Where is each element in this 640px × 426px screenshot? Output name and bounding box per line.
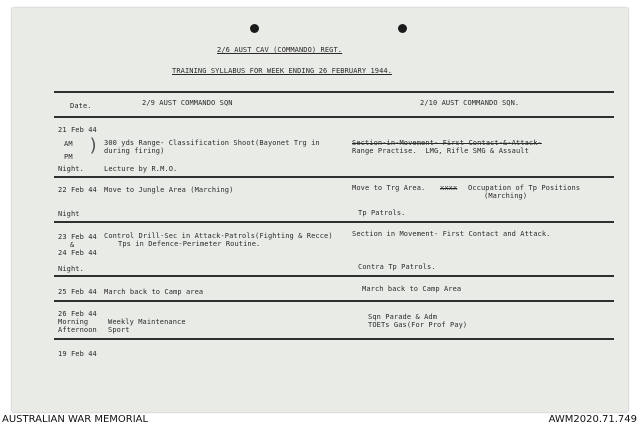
row2-night: Night [58, 210, 80, 218]
row1-brace: ) [88, 135, 99, 156]
row3-b-line1: Section in Movement- First Contact and Attack. [352, 230, 551, 238]
document-page [12, 8, 628, 412]
column-header-sqn-a: 2/9 AUST COMMANDO SQN [142, 99, 233, 107]
row2-b-line2: (Marching) [484, 192, 528, 200]
row1-am: AM [64, 140, 73, 148]
row2-b-line1c: Occupation of Tp Positions [468, 184, 581, 192]
row4-b-line1: March back to Camp Area [362, 285, 462, 293]
header-top-rule [54, 91, 614, 93]
column-header-date: Date. [70, 102, 92, 110]
row1-rule [54, 176, 614, 178]
footer-right: AWM2020.71.749 [548, 414, 637, 425]
row5-b-line1: Sqn Parade & Adm [368, 313, 438, 321]
row1-b-line1: Section-in-Movement- First Contact-&-Attack- [352, 139, 542, 147]
row5-rule [54, 338, 614, 340]
row1-date: 21 Feb 44 [58, 126, 97, 134]
row5-a-morning: Weekly Maintenance [108, 318, 186, 326]
row1-b-line2: Range Practise. LMG, Rifle SMG & Assault [352, 147, 529, 155]
row3-amp: & [70, 241, 75, 249]
punch-hole-left [250, 24, 259, 33]
row1-a-line2: during firing) [104, 147, 165, 155]
row4-rule [54, 300, 614, 302]
punch-hole-right [398, 24, 407, 33]
row3-a-line1: Control Drill-Sec in Attack-Patrols(Fighting & Recce) [104, 232, 333, 240]
footer-left: AUSTRALIAN WAR MEMORIAL [2, 414, 149, 425]
row5-b-line2: TOETs Gas(For Prof Pay) [368, 321, 468, 329]
unit-title: 2/6 AUST CAV (COMMANDO) REGT. [217, 46, 343, 54]
header-bottom-rule [54, 116, 614, 118]
row2-b-struck: xxxx [440, 184, 458, 192]
row4-a-line1: March back to Camp area [104, 288, 204, 296]
row5-morning: Morning [58, 318, 89, 326]
row6-date: 19 Feb 44 [58, 350, 97, 358]
row5-date: 26 Feb 44 [58, 310, 97, 318]
row1-night: Night. [58, 165, 84, 173]
row5-a-afternoon: Sport [108, 326, 130, 334]
row2-date: 22 Feb 44 [58, 186, 97, 194]
row2-rule [54, 221, 614, 223]
syllabus-title: TRAINING SYLLABUS FOR WEEK ENDING 26 FEBRUARY 1944. [172, 67, 393, 75]
row3-date1: 23 Feb 44 [58, 233, 97, 241]
column-header-sqn-b: 2/10 AUST COMMANDO SQN. [420, 99, 520, 107]
row1-a-line1: 300 yds Range- Classification Shoot(Bayonet Trg in [104, 139, 320, 147]
row5-afternoon: Afternoon [58, 326, 97, 334]
row1-a-night: Lecture by R.M.O. [104, 165, 178, 173]
row2-b-night: Tp Patrols. [358, 209, 406, 217]
row3-b-night: Contra Tp Patrols. [358, 263, 436, 271]
row3-rule [54, 275, 614, 277]
row3-date2: 24 Feb 44 [58, 249, 97, 257]
row1-pm: PM [64, 153, 73, 161]
row2-a-line1: Move to Jungle Area (Marching) [104, 186, 234, 194]
row4-date: 25 Feb 44 [58, 288, 97, 296]
row3-night: Night. [58, 265, 84, 273]
row3-a-line2: Tps in Defence-Perimeter Routine. [118, 240, 261, 248]
row2-b-line1a: Move to Trg Area. [352, 184, 426, 192]
